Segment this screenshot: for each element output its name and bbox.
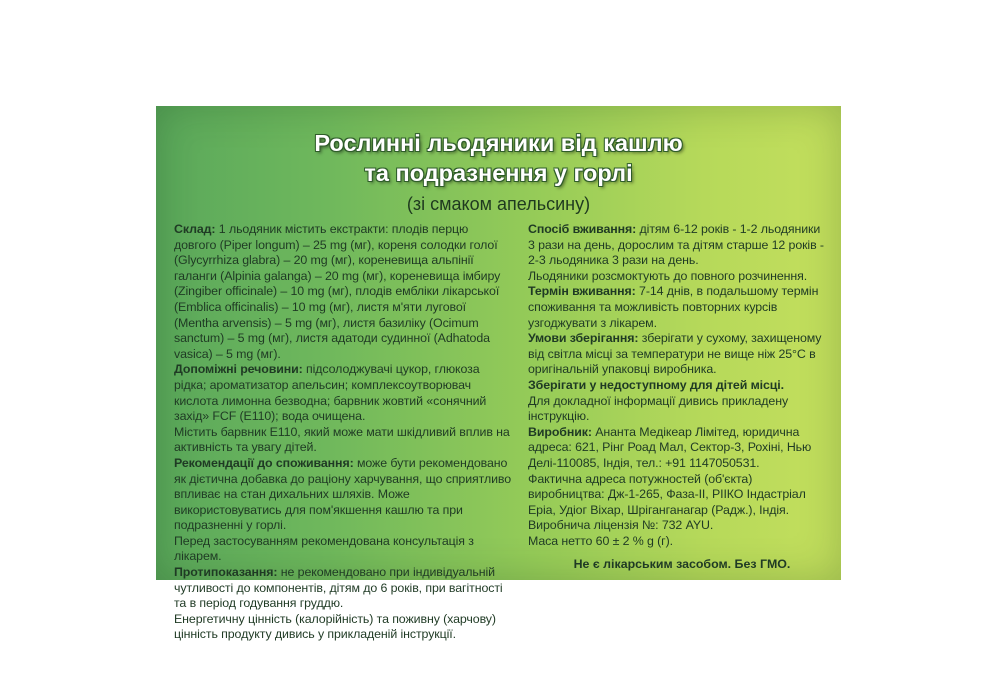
excipients-label: Допоміжні речовини: xyxy=(174,362,303,377)
consultation-note: Перед застосуванням рекомендована консультація з лікарем. xyxy=(174,533,474,564)
storage-text: зберігати у сухому, захищеному від світла місці за температури не вище ніж 25°С в оригінальній упаковці виробника. xyxy=(528,331,822,377)
net-mass: Маса нетто 60 ± 2 % g (г). xyxy=(528,533,673,548)
left-column xyxy=(174,222,512,643)
composition-text: 1 льодяник містить екстракти: плодів перцю довгого (Piper longum) – 25 mg (мг), кореня солодки голої (Glycyrrhiza glabra) – 20 mg (мг), кореневища альпінії галанги (Alpinia galanga) – 20 mg (мг), кореневища імбиру (Zingiber officinale) – 10 mg (мг), плодів ембліки лікарської (Emblica officinalis) – 10 mg (мг), листя м'яти лугової (Mentha arvensis) – 5 mg (мг), листя базиліку (Ocimum sanctum) – 5 mg (мг), листя адатоди судинної (Adhatoda vasica) – 5 mg (мг). xyxy=(174,222,501,361)
title-line-1: Рослинні льодяники від кашлю xyxy=(314,130,683,156)
manufacturer-paragraph xyxy=(528,425,828,472)
contraindications-label: Протипоказання: xyxy=(174,565,278,580)
contraindications-paragraph xyxy=(174,565,512,612)
term-paragraph xyxy=(528,284,828,331)
label-panel xyxy=(156,106,841,642)
energy-note: Енергетичну цінність (калорійність) та поживну (харчову) цінність продукту дивись у прикладеній інструкції. xyxy=(174,611,496,642)
product-title xyxy=(156,128,841,188)
recommendations-paragraph xyxy=(174,456,512,534)
gmo-statement: Не є лікарським засобом. Без ГМО. xyxy=(573,557,791,571)
contraindications-text: не рекомендовано при індивідуальній чутливості до компонентів, дітям до 6 років, при вагітності та в період годування груддю. xyxy=(174,565,503,611)
storage-label: Умови зберігання: xyxy=(528,331,639,346)
manufacturer-text: Ананта Медікеар Лімітед, юридична адреса: 621, Рінг Роад Мал, Сектор-3, Рохіні, Нью Делі-110085, Індія, тел.: +91 1147050531. xyxy=(528,424,812,470)
details-note: Для докладної інформації дивись прикладену інструкцію. xyxy=(528,393,789,424)
recommendations-label: Рекомендації до споживання: xyxy=(174,455,354,470)
license-number: Виробнича ліцензія №: 732 AYU. xyxy=(528,518,714,533)
usage-text: дітям 6-12 років - 1-2 льодяники 3 рази на день, дорослим та дітям старше 12 років - 2-3 льодяника 3 рази на день. xyxy=(528,222,824,268)
manufacturer-label: Виробник: xyxy=(528,424,592,439)
term-text: 7-14 днів, в подальшому термін споживання та можливість повторних курсів узгоджувати з лікарем. xyxy=(528,284,819,330)
usage-label: Спосіб вживання: xyxy=(528,222,637,236)
excipients-text: підсолоджувачі цукор, глюкоза рідка; ароматизатор апельсин; комплексоутворювач кислота лимонна безводна; барвник жовтий «сонячний захід» FCF (E110); вода очищена. xyxy=(174,362,487,424)
facility-address: Фактична адреса потужностей (об'єкта) виробництва: Дж-1-265, Фаза-II, РІІКО Індастріал Еріа, Удіог Віхар, Шріганганагар (Радж.), Індія. xyxy=(528,471,806,517)
term-label: Термін вживання: xyxy=(528,284,636,299)
flavor-subtitle: (зі смаком апельсину) xyxy=(406,194,591,214)
title-line-2: та подразнення у горлі xyxy=(364,160,633,186)
composition-paragraph xyxy=(174,222,512,362)
usage-paragraph xyxy=(528,222,828,269)
dye-warning: Містить барвник E110, який може мати шкідливий вплив на активність та увагу дітей. xyxy=(174,424,510,455)
usage-note: Льодяники розсмоктують до повного розчинення. xyxy=(528,268,808,283)
right-column xyxy=(528,222,828,549)
recommendations-text: може бути рекомендовано як дієтична добавка до раціону харчування, що сприятливо впливає на стан дихальних шляхів. Може використовуватись для пом'якшення кашлю та при подразненні у горлі. xyxy=(174,455,512,533)
excipients-paragraph xyxy=(174,362,512,424)
storage-paragraph xyxy=(528,331,828,378)
children-warning: Зберігати у недоступному для дітей місці. xyxy=(528,377,784,392)
composition-label: Склад: xyxy=(174,222,216,236)
